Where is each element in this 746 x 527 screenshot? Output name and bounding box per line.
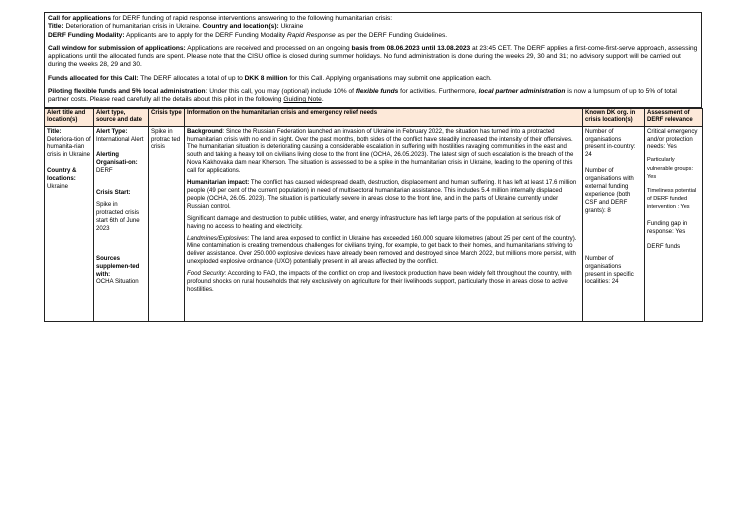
impact-paragraph <box>187 179 580 211</box>
modality-italic: Rapid Response <box>286 31 336 39</box>
alert-type-label: Alert Type: <box>96 127 128 135</box>
funds-label: Funds allocated for this Call: <box>48 74 139 82</box>
window-pre: Applications are received and processed on an ongoing <box>185 44 352 52</box>
header-alert-type: Alert type, source and date <box>94 108 149 126</box>
orgs-external-funding: Number of organisations with external funding experience (both CSF and DERF grants): 8 <box>585 167 634 214</box>
alert-title-value: Deteriora-tion of humanita-rian crisis in Ukraine <box>47 135 91 159</box>
alert-country-label: Country & locations: <box>47 167 77 183</box>
modality-post: as per the DERF Funding Guidelines. <box>335 31 448 39</box>
title-value: Deterioration of humanitarian crisis in Ukraine. <box>63 23 203 31</box>
modality-label: DERF Funding Modality: <box>48 31 125 39</box>
guiding-note-link[interactable]: Guiding Note <box>283 96 322 104</box>
sources-label: Sources supplemen-ted with: <box>96 254 140 278</box>
country-label: Country and location(s): <box>202 23 279 31</box>
funding-gap: Funding gap in response: Yes <box>647 219 688 235</box>
impact-text: The conflict has caused widespread death, destruction, displacement and human suffering. It has left at least 17.6 million people (49 per cent of the current population) in need of multisectoral humanitarian assistance. This includes 5.4 million internally displaced people (OCHA, 26.05. 2023). The situation is particularly severe in areas close to the front line, and in the parts of Ukraine currently under Russian control. <box>187 179 577 210</box>
known-dk-org-cell <box>583 126 645 321</box>
call-title-text: for DERF funding of rapid response interventions answering to the following humanitarian crisis: <box>111 15 393 22</box>
funds-post: for this Call. Applying organisations may submit one application each. <box>287 74 492 82</box>
pilot-end: . <box>321 96 324 104</box>
pilot-flexible-funds: flexible funds <box>355 88 399 96</box>
alert-type-cell <box>94 126 149 321</box>
header-crisis-type: Crisis type <box>149 108 185 126</box>
call-title-label: Call for applications <box>48 15 112 22</box>
alert-table <box>44 108 703 322</box>
pilot-pre: : Under this call, you may (optional) include 10% of <box>205 88 356 96</box>
alert-title-cell <box>45 126 94 321</box>
alert-title-label: Title: <box>47 127 62 135</box>
funds-pre: The DERF allocates a total of up to <box>138 74 245 82</box>
derf-funds: DERF funds <box>647 243 681 251</box>
background-label: Background <box>187 127 223 135</box>
window-post: at 23:45 CET. The DERF applies a first-come-first-serve approach, assessing applications until the allocated funds are spent. Please note that the CISU office is closed during summer holidays. No fund administration is done during the weeks 29, 30 and 31; no advisory support will be carried out during the weeks 28, 29 and 30. <box>48 44 698 69</box>
landmines-text: : The land area exposed to conflict in Ukraine has exceeded 160.000 square kilometres (about 25 per cent of the country). Mine contamination is creating tremendous challenges for civilians trying, for example, to get back to their homes, and humanitarians striving to deliver assistance. Over 250.000 explosive devices have already been removed and destroyed since March 2022, but millions more persist, with unexploded explosive ordnance (UXO) potentially present in all areas affected by the conflict. <box>187 234 577 266</box>
background-paragraph <box>187 128 580 175</box>
landmines-paragraph <box>187 235 580 267</box>
window-dates: basis from 08.06.2023 until 13.08.2023 <box>351 44 471 52</box>
pilot-paragraph <box>48 88 698 105</box>
background-text: : Since the Russian Federation launched an invasion of Ukraine in February 2022, the situation has turned into a protracted humanitarian crisis with no end in sight. Over the past months, both sides of the conflict have steadily increased the intensity of their offensives. The humanitarian situation is deteriorating causing a considerable escalation in suffering with hostilities ravaging communities in the east and south and taking a heavy toll on civilians living close to the front line (OCHA, 26.05.2023). The latest sign of such escalation is the breach of the Nova Kakhovaka dam near Kherson. The situation is assessed to be a spike in the humanitarian crisis in Ukraine, leading to the opening of this call for applications. <box>187 127 574 175</box>
pilot-post: is now a lumpsum of up to 5% of total partner costs. Please read carefully all the details about this pilot in the following <box>48 88 677 104</box>
timeliness-potential: Timeliness potential of DERF funded intervention : Yes <box>647 188 697 211</box>
vulnerable-groups: Particularly vulnerable groups: Yes <box>647 157 694 180</box>
food-security-paragraph <box>187 270 580 294</box>
crisis-start-label: Crisis Start: <box>96 189 131 197</box>
crisis-information-cell <box>185 126 583 321</box>
funds-paragraph <box>48 75 698 83</box>
orgs-specific-localities: Number of organisations present in specific localities: 24 <box>585 254 634 286</box>
header-known-dk-org: Known DK org. in crisis location(s) <box>583 108 645 126</box>
alerting-org-label: Alerting Organisati-on: <box>96 151 138 167</box>
header-alert-title: Alert title and location(s) <box>45 108 94 126</box>
sources-value: OCHA Situation <box>96 278 139 286</box>
country-value: Ukraine <box>278 23 304 31</box>
call-intro-paragraph <box>48 15 698 40</box>
call-window-paragraph <box>48 45 698 70</box>
table-row <box>45 126 703 321</box>
pilot-label: Piloting flexible funds and 5% local administration <box>48 88 206 96</box>
alert-country-value: Ukraine <box>47 183 68 191</box>
alert-type-value: International Alert <box>96 135 144 143</box>
alerting-org-value: DERF <box>96 167 113 175</box>
critical-needs: Critical emergency and/or protection needs: Yes <box>647 127 698 151</box>
header-information: Information on the humanitarian crisis and emergency relief needs <box>185 108 583 126</box>
call-summary-box <box>44 12 702 108</box>
document-page <box>44 12 702 322</box>
modality-pre: Applicants are to apply for the DERF Funding Modality <box>124 31 287 39</box>
landmines-label: Landmines/Explosives <box>187 234 248 242</box>
pilot-local-admin: local partner administration <box>478 88 566 96</box>
crisis-type-cell <box>149 126 185 321</box>
damage-paragraph: Significant damage and destruction to public utilities, water, and energy infrastructure has left large parts of the population at serious risk of having no access to heating and electricity. <box>187 214 561 230</box>
food-security-text: According to FAO, the impacts of the conflict on crop and livestock production have been widely felt throughout the country, with profound shocks on rural households that rely exclusively on agriculture for their livelihoods support, particularly those in areas close to active hostilities. <box>187 270 572 293</box>
assessment-cell <box>645 126 703 321</box>
table-header-row <box>45 108 703 126</box>
crisis-start-value: Spike in protracted crisis start 6th of June 2023 <box>96 201 140 232</box>
title-label: Title: <box>48 23 64 31</box>
funds-amount: DKK 8 million <box>244 74 288 82</box>
window-label: Call window for submission of applications: <box>48 44 186 52</box>
orgs-present-in-country: Number of organisations present in-country: 24 <box>585 127 636 159</box>
pilot-mid: for activities. Furthermore, <box>398 88 479 96</box>
crisis-type-value: Spike in protrac ted crisis <box>151 127 181 151</box>
impact-label: Humanitarian impact: <box>187 179 250 187</box>
header-assessment: Assessment of DERF relevance <box>645 108 703 126</box>
food-security-label: Food Security: <box>187 270 227 278</box>
